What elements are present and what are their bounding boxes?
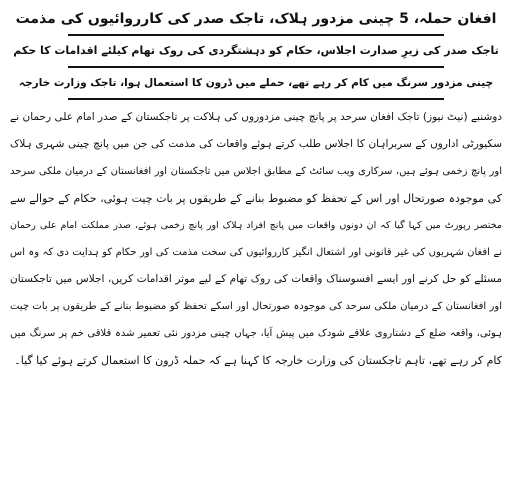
headline-2: تاجک صدر کی زیرِ صدارت اجلاس، حکام کو دہشتگردی کی روک تھام کیلئے اقدامات کا حکم [13, 44, 499, 57]
body-line: اور پانچ زخمی ہوئے ہیں، سرکاری ویب سائٹ کے مطابق اجلاس میں تاجکستان اور افغانستان کے درمیان ملکی سرحد [10, 166, 502, 177]
body-line: اور افغانستان کے درمیان ملکی سرحد کی موجودہ صورتحال اور اسکے تحفظ کو مضبوط بنانے کے طریقوں پر بات چیت [10, 301, 502, 312]
article-body [10, 104, 502, 374]
body-line: نے افغان شہریوں کی غیر قانونی اور اشتعال انگیز کارروائیوں کی سخت مذمت کی اور حکام کو ہدایت دی کہ وہ اس [10, 247, 502, 258]
headline-3: چینی مزدور سرنگ میں کام کر رہے تھے، حملے میں ڈرون کا استعمال ہوا، تاجک وزارت خارجہ [18, 77, 494, 89]
body-line: کی موجودہ صورتحال اور اس کے تحفظ کو مضبوط بنانے کے طریقوں پر بات چیت ہوئی، حکام کے حوالے سے [10, 192, 502, 205]
headline-1: افغان حملہ، 5 چینی مزدور ہلاک، تاجک صدر کی کارروائیوں کی مذمت [15, 11, 497, 27]
body-line: ہوئی، واقعہ ضلع کے دشتاروی علاقے شودک میں پیش آیا، جہاں چینی مزدور نئی تعمیر شدہ قلاقی خم پر سرنگ میں [10, 328, 502, 339]
body-line: مختصر رپورٹ میں کہا گیا کہ ان دونوں واقعات میں پانچ افراد ہلاک اور پانچ زخمی ہوئے، صدر مملکت امام علی رحمان [10, 220, 502, 231]
body-line-last: کام کر رہے تھے، تاہم تاجکستان کی وزارت خارجہ کا کہنا ہے کہ حملہ ڈرون کا استعمال کرتے ہوئے کیا گیا۔ [14, 354, 502, 367]
body-line: دوشنبے (نیٹ نیوز) تاجک افغان سرحد پر پانچ چینی مزدوروں کی ہلاکت پر تاجکستان کے صدر امام علی رحمان نے [10, 111, 502, 123]
body-line: سکیورٹی اداروں کے سربراہان کا اجلاس طلب کرتے ہوئے واقعات کی مذمت کی جن میں پانچ چینی شہری ہلاک [10, 138, 502, 150]
body-line: مسئلے کو حل کرنے اور ایسے افسوسناک واقعات کی روک تھام کے لیے موثر اقدامات کریں، اجلاس میں تاجکستان [10, 273, 502, 285]
headline-divider [68, 98, 444, 100]
